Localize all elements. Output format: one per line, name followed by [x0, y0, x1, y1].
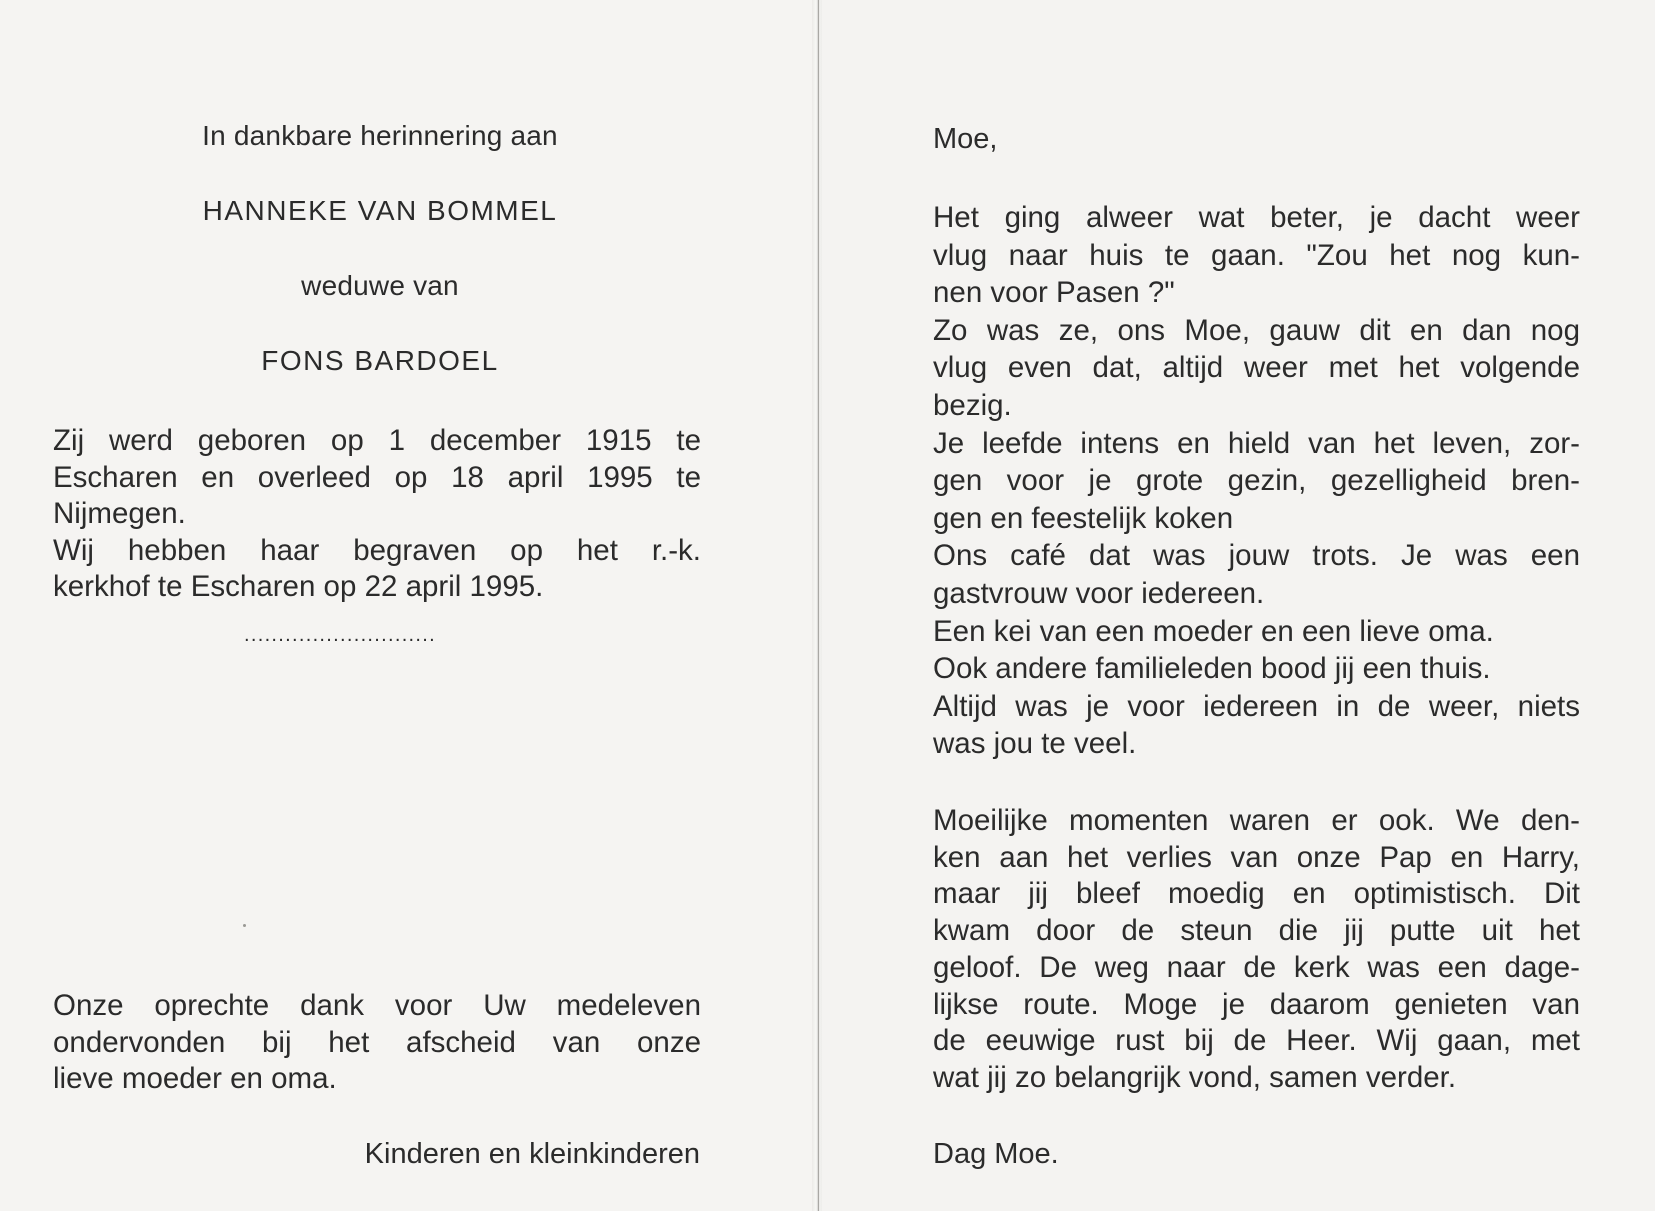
letter-line: bezig.	[933, 388, 1012, 422]
letter-line: Een kei van een moeder en een lieve oma.	[933, 614, 1494, 648]
bio-line: Escharen en overleed op 18 april 1995 te	[53, 460, 701, 494]
letter-line: Het ging alweer wat beter, je dacht weer	[933, 201, 1580, 234]
letter-line: nen voor Pasen ?"	[933, 276, 1175, 310]
letter-line: gen en feestelijk koken	[933, 501, 1234, 535]
bio-line: Wij hebben haar begraven op het r.-k.	[53, 533, 701, 567]
letter-line: Moeilijke momenten waren er ook. We den-	[933, 804, 1580, 837]
letter-paragraph-1	[933, 199, 1580, 763]
letter-line: geloof. De weg naar de kerk was een dage-	[933, 950, 1580, 984]
letter-paragraph-2	[933, 803, 1580, 1097]
letter-line: Je leefde intens en hield van het leven, zor-	[933, 426, 1580, 460]
bio-line: Nijmegen.	[53, 497, 186, 530]
paper-speck	[243, 924, 246, 927]
signature: Kinderen en kleinkinderen	[364, 1138, 700, 1170]
thanks-line: lieve moeder en oma.	[53, 1062, 337, 1095]
letter-line: gastvrouw voor iedereen.	[933, 576, 1265, 610]
letter-line: Zo was ze, ons Moe, gauw dit en dan nog	[933, 313, 1580, 347]
letter-line: maar jij bleef moedig en optimistisch. Dit	[933, 877, 1580, 911]
letter-line: ken aan het verlies van onze Pap en Harry,	[933, 840, 1580, 874]
letter-line: kwam door de steun die jij putte uit het	[933, 914, 1580, 948]
spouse-name: FONS BARDOEL	[261, 345, 499, 376]
letter-line: vlug naar huis te gaan. "Zou het nog kun-	[933, 238, 1580, 272]
closing: Dag Moe.	[933, 1138, 1059, 1170]
deceased-name: HANNEKE VAN BOMMEL	[202, 195, 558, 226]
letter-line: Ons café dat was jouw trots. Je was een	[933, 539, 1580, 573]
bio-line: kerkhof te Escharen op 22 april 1995.	[53, 570, 544, 603]
letter-line: vlug even dat, altijd weer met het volgende	[933, 351, 1580, 385]
widow-of-text: weduwe van	[301, 270, 459, 301]
letter-line: de eeuwige rust bij de Heer. Wij gaan, met	[933, 1024, 1580, 1058]
thanks-line: Onze oprechte dank voor Uw medeleven	[53, 989, 701, 1022]
letter-line: wat jij zo belangrijk vond, samen verder.	[933, 1060, 1457, 1094]
letter-line: Ook andere familieleden bood jij een thuis.	[933, 652, 1491, 686]
thanks-line: ondervonden bij het afscheid van onze	[53, 1025, 701, 1059]
dotted-divider: ............................	[244, 624, 436, 646]
right-page	[822, 0, 1655, 1211]
biography-paragraph	[53, 423, 701, 606]
thanks-paragraph	[53, 988, 701, 1098]
letter-line: lijkse route. Moge je daarom genieten van	[933, 987, 1580, 1021]
salutation: Moe,	[933, 123, 998, 155]
letter-line: was jou te veel.	[933, 727, 1137, 761]
letter-line: gen voor je grote gezin, gezelligheid bren-	[933, 464, 1580, 498]
bio-line: Zij werd geboren op 1 december 1915 te	[53, 424, 701, 457]
letter-line: Altijd was je voor iedereen in de weer, niets	[933, 689, 1580, 723]
left-page	[0, 0, 816, 1211]
intro-text: In dankbare herinnering aan	[202, 120, 558, 151]
